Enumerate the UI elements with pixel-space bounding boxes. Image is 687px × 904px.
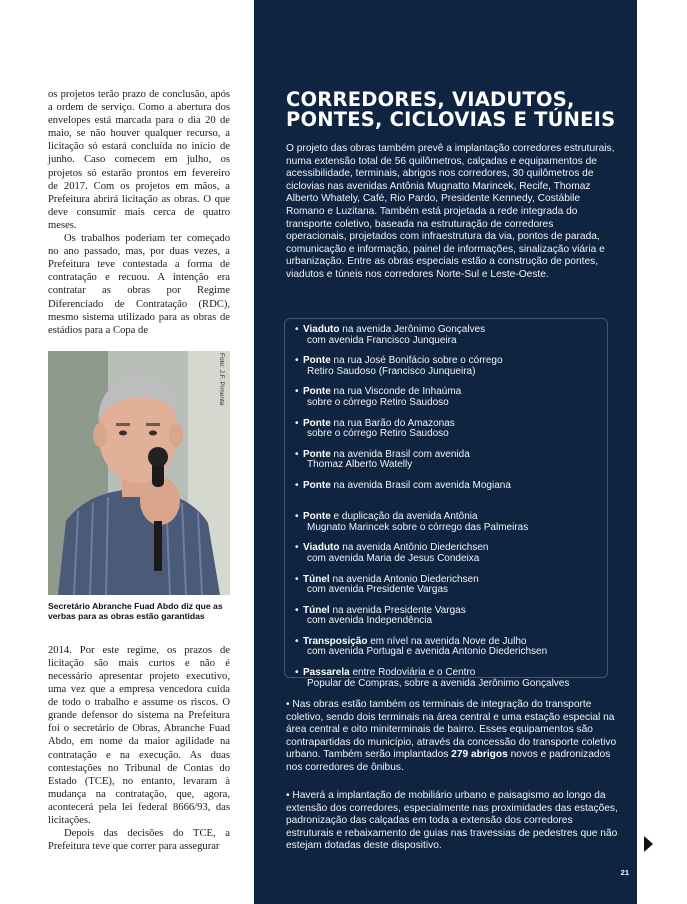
work-kind: Viaduto [303,324,340,335]
work-kind: Ponte [303,511,331,523]
photo-credit: Foto: J.F. Pimenta [218,352,225,406]
work-line: com avenida Portugal e avenida Antonio Diederichsen [307,646,548,658]
body-paragraph: Os trabalhos poderiam ter começado no ano passado, mas, por duas vezes, a Prefeitura teve contestada a forma de contratação e recuou. A intenção era contratar as obras por Regime Diferenciado de Contratação (RDC), mesmo sistema utilizado para as obras de estádios para a Copa de [48,233,230,336]
work-line: sobre o córrego Retiro Saudoso [307,396,449,408]
furniture-note: • Haverá a implantação de mobiliário urbano e paisagismo ao longo da extensão dos corredores, especialmente nas proximidades das estações, padronização das calçadas em toda a extensão dos corredores estruturais e rebaixamento de guias nas travessias de pedestres que não estejam dotadas deste dispositivo. [286,790,618,852]
works-list-item [295,606,599,637]
body-paragraph: Depois das decisões do TCE, a Prefeitura teve que correr para assegurar [48,828,230,853]
photo-caption: Secretário Abranche Fuad Abdo diz que as verbas para as obras estão garantidas [48,600,223,622]
page-number: 21 [620,868,629,877]
work-kind: Passarela [303,667,350,679]
works-list-item [295,668,599,699]
works-list-box [284,318,608,689]
works-list-item [295,543,599,574]
works-list-item [295,356,599,387]
works-list-item [295,481,599,512]
work-kind: Ponte [303,448,331,460]
note-text: • Nas obras estão também os terminais de integração do transporte coletivo, sendo dois terminais na área central e uma estação especial na área central e oito miniterminais de bairro. Esses equipamentos são contrapartidas do município, através da concessão do transporte coletivo urbano. Também serão implantados [286,699,617,761]
work-line: na avenida Antônio Diederichsen [339,542,489,554]
works-list-item [295,450,599,481]
work-line: na avenida Brasil com avenida [330,448,470,460]
work-line: Retiro Saudoso (Francisco Junqueira) [307,365,476,377]
works-list [295,325,599,699]
work-kind: Transposição [303,635,368,647]
work-line: com avenida Independência [307,615,433,627]
work-line: Thomaz Alberto Watelly [307,459,413,471]
work-kind: Ponte [303,479,331,491]
terminals-note [286,699,618,775]
portrait-illustration [48,351,230,595]
body-paragraph: 2014. Por este regime, os prazos de licitação são mais curtos e não é necessário apresentar projeto executivo, uma vez que a empresa vencedora cuida de todo o trabalho e assume os riscos. O grande defensor do sistema na Prefeitura foi o secretário de Obras, Abranche Fuad Abdo, em nome da maior agilidade na contratação e na execução. As duas contestações no Tribunal de Contas do Estado (TCE), no entanto, levaram à mudança na contratação, que, agora, acontecerá pela lei federal 8666/93, das licitações. [48,644,230,826]
panel-title [286,90,626,130]
panel-title-line: CORREDORES, VIADUTOS, [286,88,575,111]
work-line: na avenida Antonio Diederichsen [329,573,479,585]
work-kind: Túnel [303,604,330,616]
work-line: com avenida Presidente Vargas [307,584,449,595]
panel-title-line: PONTES, CICLOVIAS E TÚNEIS [286,108,616,131]
work-line: Popular de Compras, sobre a avenida Jerônimo Gonçalves [307,677,570,689]
work-line: em nível na avenida Nove de Julho [367,635,527,647]
sidebar-panel [254,0,637,904]
left-column [48,88,230,853]
work-line: com avenida Francisco Junqueira [307,334,457,346]
works-list-item [295,575,599,606]
works-list-item [295,512,599,543]
portrait-photo [48,351,230,595]
work-line: sobre o córrego Retiro Saudoso [307,428,449,440]
works-list-item [295,325,599,356]
work-line: com avenida Maria de Jesus Condeixa [307,552,480,564]
work-line: na rua José Bonifácio sobre o córrego [330,355,503,367]
body-paragraph: os projetos terão prazo de conclusão, após a ordem de serviço. Como a abertura dos envelopes está marcada para o dia 20 de maio, se não houver qualquer recurso, a licitação só estará concluída no início de junho. Caso comecem em julho, os projetos só estarão prontos em fevereiro de 2017. Com os projetos em mãos, a Prefeitura abrirá licitação as obras. O que deve consumir mais cerca de quatro meses. [48,89,230,231]
work-line: entre Rodoviária e o Centro [349,667,476,679]
work-kind: Ponte [303,386,331,398]
work-kind: Ponte [303,355,331,367]
works-list-item [295,419,599,450]
triangle-right-icon[interactable] [644,836,653,852]
work-kind: Ponte [303,417,331,429]
work-kind: Túnel [303,573,330,585]
work-line: na avenida Presidente Vargas [329,604,466,616]
work-line: Mugnato Marincek sobre o córrego das Palmeiras [307,521,529,533]
panel-intro: O projeto das obras também prevê a implantação corredores estruturais, numa extensão total de 56 quilômetros, calçadas e equipamentos de acessibilidade, terminais, abrigos nos corredores, 30 quilômetros de ciclovias nas avenidas Antônia Mugnatto Marincek, Recife, Thomaz Alberto Whately, Café, Rio Pardo, Presidente Kennedy, Costábile Romano e Luzitana. Também está projetada a rede integrada do transporte coletivo, baseada na estruturação de corredores operacionais, projetados com infraestrutura da via, pontos de parada, comunicação e informação, painel de informações, sinalização viária e urbanização. Entre as obras especiais estão a construção de pontes, viadutos e túneis nos corredores Norte-Sul e Leste-Oeste. [286,143,615,280]
work-line: e duplicação da avenida Antônia [330,511,478,523]
work-line: na rua Visconde de Inhaúma [330,386,462,398]
work-line: na rua Barão do Amazonas [330,417,455,429]
work-kind: Viaduto [303,542,340,554]
note-text: novos e padronizados nos corredores de ônibus. [286,749,611,773]
note-highlight: 279 abrigos [451,749,508,761]
work-line: na avenida Brasil com avenida Mogiana [330,479,511,491]
works-list-item [295,637,599,668]
works-list-item [295,387,599,418]
work-line: na avenida Jerônimo Gonçalves [339,324,486,335]
